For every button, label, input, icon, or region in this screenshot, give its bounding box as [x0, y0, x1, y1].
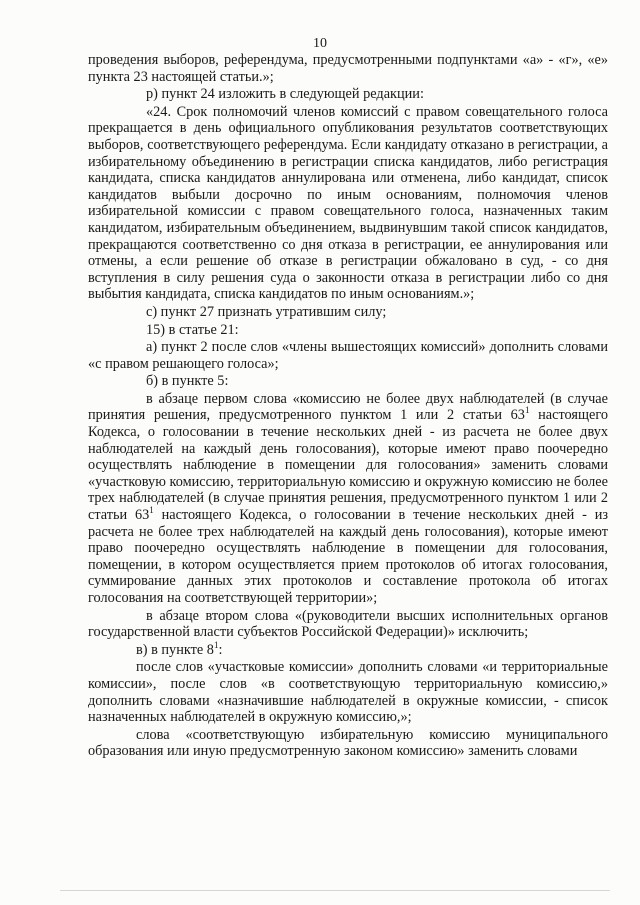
paragraph-8	[88, 391, 608, 607]
paragraph-8-part-1: в абзаце первом слова «комиссию не более двух наблюдателей (в случае принятия решения, предусмотренного пунктом 1 или 2 статьи 63	[88, 390, 608, 424]
paragraph-10-part-2: :	[218, 641, 223, 658]
paragraph-4: с) пункт 27 признать утратившим силу;	[146, 303, 387, 320]
superscript: 1	[524, 405, 530, 416]
superscript: 1	[213, 640, 219, 651]
scan-edge-line	[60, 890, 610, 891]
paragraph-8-part-2: настоящего Кодекса, о голосовании в течение нескольких дней - из расчета не более двух наблюдателей на каждый день голосования), которые имеют право поочередно осуществлять наблюдение в помещении для голосования» заменить словами «участковую комиссию, территориальную комиссию и окружную комиссию не более трех наблюдателей (в случае принятия решения, предусмотренного пунктом 1 или 2 статьи 63	[88, 407, 608, 524]
paragraph-9: в абзаце втором слова «(руководители высших исполнительных органов государственной власти субъектов Российской Федерации)» исключить;	[88, 607, 608, 641]
paragraph-11: после слов «участковые комиссии» дополнить словами «и территориальные комиссии», после слов «в соответствующую территориальную комиссию,» дополнить словами «назначившие наблюдателей в окружные комиссии, - список назначенных наблюдателей в окружную комиссию,»;	[88, 659, 608, 726]
paragraph-7: б) в пункте 5:	[146, 373, 229, 390]
page-number: 10	[313, 36, 327, 51]
paragraph-5: 15) в статье 21:	[146, 321, 239, 338]
paragraph-1: проведения выборов, референдума, предусмотренными подпунктами «а» - «г», «е» пункта 23 настоящей статьи.»;	[88, 52, 608, 85]
paragraph-3: «24. Срок полномочий членов комиссий с правом совещательного голоса прекращается в день официального опубликования результатов соответствующих выборов, соответствующего референдума. Если кандидату отказано в регистрации, а избирательному объединению в регистрации списка кандидатов, либо регистрация кандидата, списка кандидатов аннулирована или отменена, либо кандидат, список кандидатов выбыли досрочно по иным основаниям, полномочия членов избирательной комиссии с правом совещательного голоса, назначенных таким кандидатом, избирательным объединением, выдвинувшим такой список кандидатов, прекращаются соответственно со дня отказа в регистрации, ее аннулирования или отмены, а если решение об отказе в регистрации обжаловано в суд, - со дня вступления в силу решения суда о законности отказа в регистрации либо со дня выбытия кандидата, списка кандидатов по иным основаниям.»;	[88, 103, 608, 303]
superscript: 1	[149, 505, 154, 516]
paragraph-2: р) пункт 24 изложить в следующей редакции:	[146, 86, 424, 103]
paragraph-10-part-1: в) в пункте 8	[136, 641, 214, 658]
paragraph-8-part-3: настоящего Кодекса, о голосовании в течение нескольких дней - из расчета не более трех наблюдателей на каждый день голосования), которые имеют право поочередно осуществлять наблюдение в помещении для голосования, помещении, в котором осуществляется прием протоколов об итогах голосования, суммирование данных этих протоколов и составление протокола об итогах голосования на соответствующей территории»;	[88, 507, 608, 606]
paragraph-6: а) пункт 2 после слов «члены вышестоящих комиссий» дополнить словами «с правом решающего голоса»;	[88, 339, 608, 372]
paragraph-12: слова «соответствующую избирательную комиссию муниципального образования или иную предусмотренную законом комиссию» заменить словами	[88, 726, 608, 760]
document-body	[88, 52, 608, 761]
paragraph-10	[88, 642, 608, 659]
